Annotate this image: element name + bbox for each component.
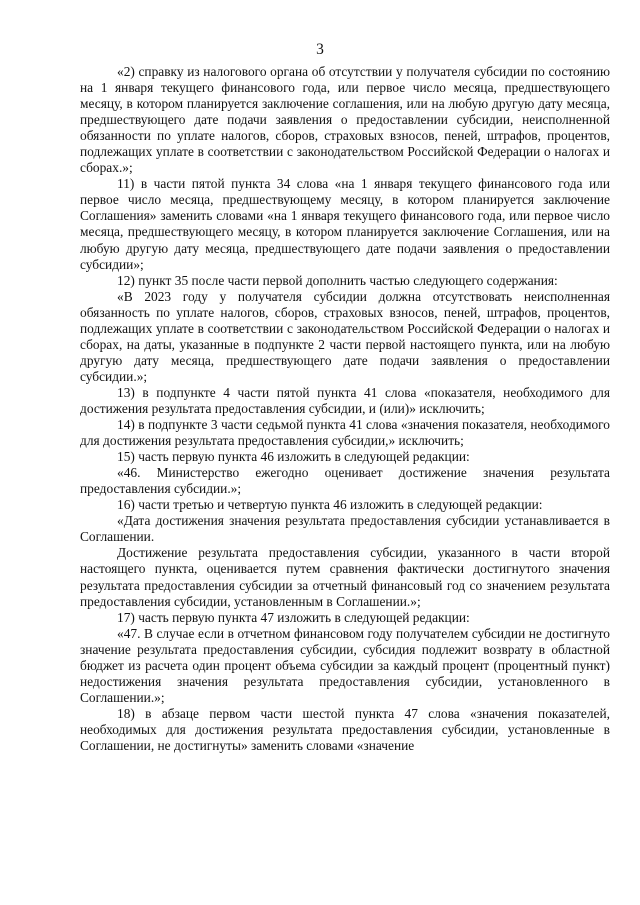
paragraph-item-11: 11) в части пятой пункта 34 слова «на 1 января текущего финансового года или первое число месяца, предшествующему месяцу, в котором планируется заключение Соглашения» заменить словами «на 1 января текущего финансового года, или первое число месяца, предшествующего месяцу, в котором планируется заключение Соглашения, или на любую другую дату месяца, предшествующего дате подачи заявления о предоставлении субсидии»; bbox=[80, 176, 610, 272]
document-body bbox=[80, 64, 610, 754]
page-number: 3 bbox=[316, 41, 324, 58]
paragraph-item-13: 13) в подпункте 4 части пятой пункта 41 слова «показателя, необходимого для достижения результата предоставления субсидии, и (или)» исключить; bbox=[80, 384, 610, 416]
paragraph-item-12-quote: «В 2023 году у получателя субсидии должна отсутствовать неисполненная обязанность по уплате налогов, сборов, страховых взносов, пеней, штрафов, процентов, подлежащих уплате в соответствии с законодательством Российской Федерации о налогах и сборах, на даты, указанные в подпункте 2 части первой настоящего пункта, или на любую другую дату месяца, предшествующего дате подачи заявления о предоставлении субсидии.»; bbox=[80, 288, 610, 384]
paragraph-item-15: 15) часть первую пункта 46 изложить в следующей редакции: bbox=[117, 449, 470, 465]
paragraph-item-14: 14) в подпункте 3 части седьмой пункта 41 слова «значения показателя, необходимого для достижения результата предоставления субсидии,» исключить; bbox=[80, 417, 610, 449]
paragraph-item-16: 16) части третью и четвертую пункта 46 изложить в следующей редакции: bbox=[117, 497, 543, 513]
paragraph-item-17-quote: «47. В случае если в отчетном финансовом году получателем субсидии не достигнуто значение результата предоставления субсидии, субсидия подлежит возврату в областной бюджет из расчета один процент объема субсидии за каждый процент (процентный пункт) недостижения значения результата предоставления субсидии, установленного в Соглашении.»; bbox=[80, 625, 610, 705]
paragraph-item-16-quote-1: «Дата достижения значения результата предоставления субсидии устанавливается в Соглашении. bbox=[80, 513, 610, 545]
paragraph-item-15-quote: «46. Министерство ежегодно оценивает достижение значения результата предоставления субсидии.»; bbox=[80, 465, 610, 497]
paragraph-item-12: 12) пункт 35 после части первой дополнить частью следующего содержания: bbox=[117, 272, 558, 288]
paragraph-item-17: 17) часть первую пункта 47 изложить в следующей редакции: bbox=[117, 609, 470, 625]
paragraph-subitem-2: «2) справку из налогового органа об отсутствии у получателя субсидии по состоянию на 1 января текущего финансового года, или первое число месяца, предшествующего месяцу, в котором планируется заключение соглашения, или на любую другую дату месяца, предшествующего дате подачи заявления о предоставлении субсидии, неисполненной обязанности по уплате налогов, сборов, страховых взносов, пеней, штрафов, процентов, подлежащих уплате в соответствии с законодательством Российской Федерации о налогах и сборах.»; bbox=[80, 64, 610, 176]
paragraph-item-16-quote-2: Достижение результата предоставления субсидии, указанного в части второй настоящего пункта, оценивается путем сравнения фактически достигнутого значения результата предоставления субсидии за отчетный финансовый год со значением результата предоставления субсидии, установленным в Соглашении.»; bbox=[80, 545, 610, 609]
paragraph-item-18: 18) в абзаце первом части шестой пункта 47 слова «значения показателей, необходимых для достижения результата предоставления субсидии, установленные в Соглашении, не достигнуты» заменить словами «значение bbox=[80, 705, 610, 753]
